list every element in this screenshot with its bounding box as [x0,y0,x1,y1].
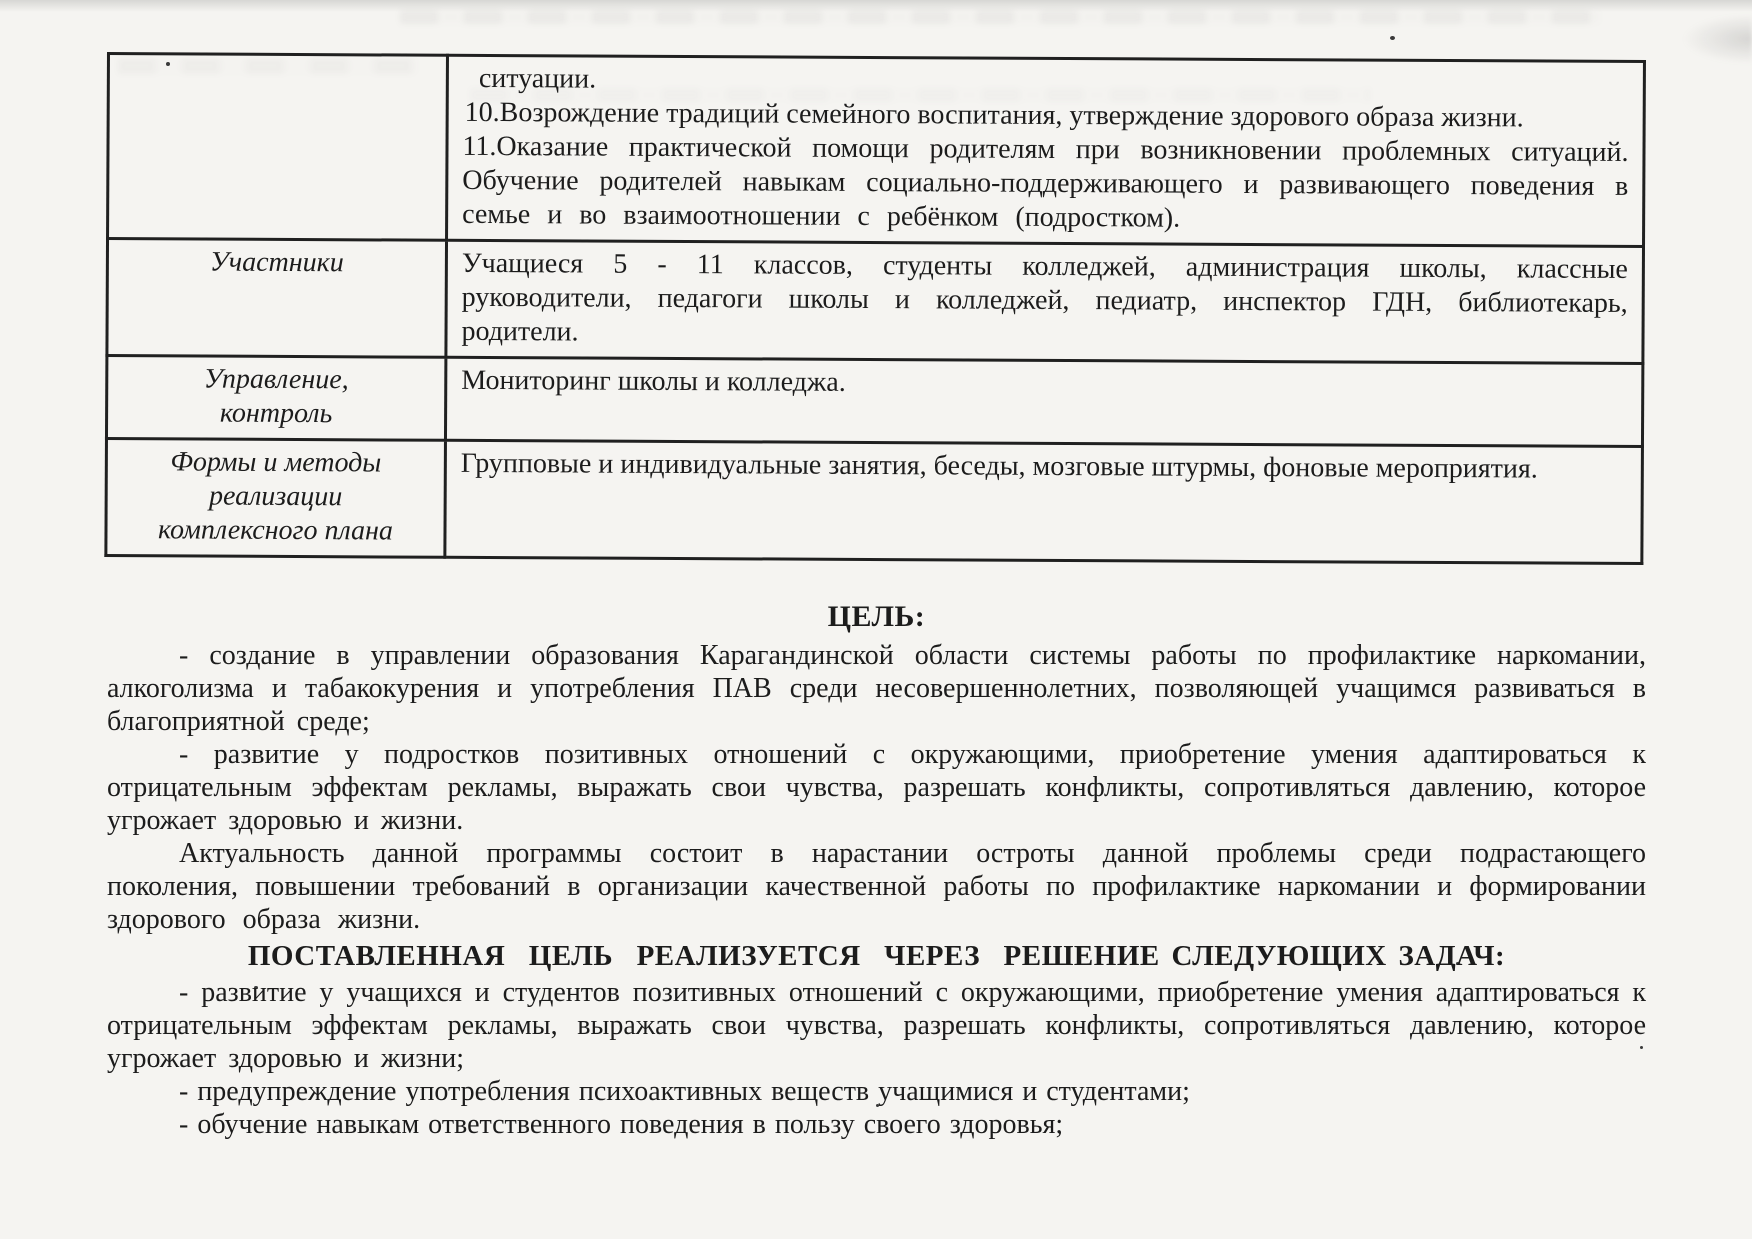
row-label-cell [107,239,447,358]
goal-paragraph-3: Актуальность данной программы состоит в нарастании остроты данной проблемы среди подрастающего поколения, повышении требований в организации качественной работы по профилактике наркомании и формировании здорового образа жизни. [107,838,1646,935]
row-content-cell [447,55,1645,246]
cell-line: ситуации. [478,62,597,95]
table-row-goals-continued [108,54,1645,247]
task-item-3: - обучение навыкам ответственного поведения в пользу своего здоровья; [179,1109,1064,1140]
table-row-forms-methods [106,439,1643,564]
cell-line: Мониторинг школы и колледжа. [461,364,846,398]
row-label: Формы и методы реализации комплексного плана [157,446,394,547]
cell-line: 10.Возрождение традиций семейного воспитания, утверждение здорового образа жизни. [464,96,1524,134]
document-body [107,599,1646,1141]
scan-corner-smudge [1682,14,1752,64]
task-item-2: - предупреждение употребления психоактивных веществ учащимися и студентами; [179,1076,1190,1107]
table-row-participants [107,239,1644,364]
table-row-management-control [106,356,1642,447]
program-summary-table [104,52,1646,565]
cell-paragraph: Учащиеся 5 - 11 классов, студенты колледжей, администрация школы, классные руководители, педагоги школы и колледжей, педиатр, инспектор ГДН, библиотекарь, родители. [461,247,1628,348]
row-label-cell-empty [108,54,448,241]
row-content-cell [445,440,1643,563]
tasks-heading: ПОСТАВЛЕННАЯ ЦЕЛЬ РЕАЛИЗУЕТСЯ ЧЕРЕЗ РЕШЕНИЕ СЛЕДУЮЩИХ ЗАДАЧ: [247,940,1506,972]
cell-line: Групповые и индивидуальные занятия, беседы, мозговые штурмы, фоновые мероприятия. [460,447,1538,485]
row-label [149,60,407,61]
row-label: Управление, контроль [203,363,349,430]
goal-paragraph-2: - развитие у подростков позитивных отношений с окружающими, приобретение умения адаптироваться к отрицательным эффектам рекламы, выражать свои чувства, разрешать конфликты, сопротивляться давлению, которое угрожает здоровью и жизни. [107,739,1646,836]
row-content-cell [446,240,1644,363]
cell-paragraph: 11.Оказание практической помощи родителям при возникновении проблемных ситуаций. Обучение родителей навыкам социально-поддерживающего и развивающего поведения в семье и во взаимоотношении с ребёнком (подростком). [462,130,1629,234]
scan-ghost-band [400,10,1600,24]
row-label-cell [106,356,445,441]
scan-speck [1390,36,1395,40]
document-content [107,52,1646,1141]
row-content-cell [445,357,1642,446]
row-label: Участники [209,246,344,279]
task-item-1: - развитие у учащихся и студентов позитивных отношений с окружающими, приобретение умения адаптироваться к отрицательным эффектам рекламы, выражать свои чувства, разрешать конфликты, сопротивляться давлению, которое угрожает здоровью и жизни; [107,977,1646,1074]
row-label-cell [106,439,446,558]
goal-heading: ЦЕЛЬ: [827,600,926,633]
goal-paragraph-1: - создание в управлении образования Карагандинской области системы работы по профилактике наркомании, алкоголизма и табакокурения и употребления ПАВ среди несовершеннолетних, позволяющей учащимся развиваться в благоприятной среде; [107,640,1646,737]
